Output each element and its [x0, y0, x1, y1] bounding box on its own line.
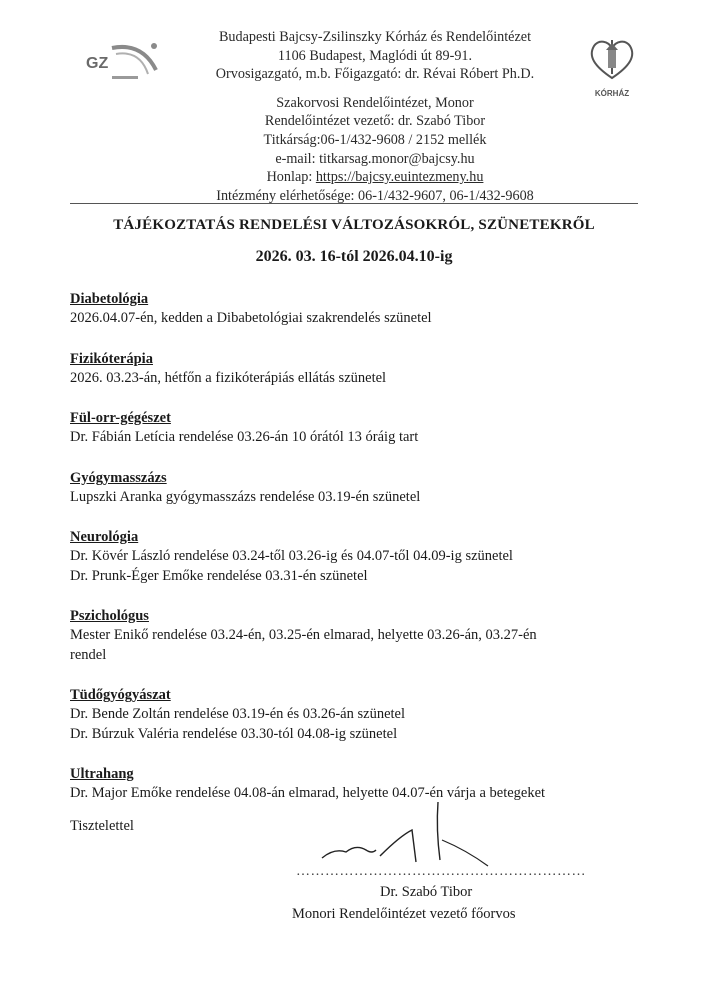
section-pszichologus — [70, 607, 640, 665]
gz-logo-text: GZ — [86, 55, 109, 72]
section-heading: Gyógymasszázs — [70, 469, 167, 486]
section-fizikoterapia — [70, 350, 640, 389]
institution-director: Orvosigazgató, m.b. Főigazgató: dr. Révai Róbert Ph.D. — [215, 66, 535, 83]
section-line: Mester Enikő rendelése 03.24-én, 03.25-én elmarad, helyette 03.26-án, 03.27-én — [70, 627, 537, 643]
section-line: Dr. Fábián Letícia rendelése 03.26-án 10 órától 13 óráig tart — [70, 429, 419, 445]
institution-header — [160, 28, 590, 205]
section-line: Dr. Búrzuk Valéria rendelése 03.30-tól 04.08-ig szünetel — [70, 725, 398, 742]
section-line: Dr. Prunk-Éger Emőke rendelése 03.31-én szünetel — [70, 567, 368, 584]
section-heading: Neurológia — [70, 529, 139, 545]
clinic-email: e-mail: titkarsag.monor@bajcsy.hu — [275, 150, 475, 167]
section-heading: Diabetológia — [70, 291, 149, 307]
section-ful-orr-gegeszet — [70, 409, 640, 448]
section-line: Dr. Major Emőke rendelése 04.08-án elmarad, helyette 04.07-én várja a betegeket — [70, 785, 546, 801]
secretariat-phone: Titkárság:06-1/432-9608 / 2152 mellék — [263, 131, 487, 148]
homepage-line — [160, 168, 590, 187]
clinic-name: Szakorvosi Rendelőintézet, Monor — [276, 94, 474, 111]
section-line: Dr. Kövér László rendelése 03.24-től 03.26-ig és 04.07-től 04.09-ig szünetel — [70, 548, 513, 564]
signer-name: Dr. Szabó Tibor — [380, 884, 473, 900]
section-ultrahang — [70, 765, 640, 804]
signature-line: …………………………………………………… — [296, 864, 586, 879]
gz-logo — [82, 40, 162, 82]
section-heading: Fül-orr-gégészet — [70, 410, 171, 426]
korhaz-logo-text: KÓRHÁZ — [594, 89, 630, 98]
section-line: 2026. 03.23-án, hétfőn a fizikóterápiás ellátás szünetel — [70, 369, 387, 386]
handwritten-signature — [316, 800, 496, 872]
institution-name: Budapesti Bajcsy-Zsilinszky Kórház és Rendelőintézet — [218, 29, 532, 45]
homepage-link[interactable]: https://bajcsy.euintezmeny.hu — [315, 169, 484, 186]
section-neurologia — [70, 528, 640, 586]
availability-line: Intézmény elérhetősége: 06-1/432-9607, 06-1/432-9608 — [216, 187, 534, 204]
homepage-label: Honlap: — [266, 169, 316, 186]
schedule-sections — [70, 290, 640, 825]
section-gyogymasszazs — [70, 469, 640, 508]
section-line: Dr. Bende Zoltán rendelése 03.19-én és 03.26-án szünetel — [70, 706, 406, 722]
section-heading: Pszichológus — [70, 608, 149, 624]
header-divider — [70, 203, 638, 204]
section-tudogyogyaszat — [70, 686, 640, 744]
section-diabetologia — [70, 290, 640, 329]
document-period: 2026. 03. 16-tól 2026.04.10-ig — [255, 248, 453, 265]
signer-role: Monori Rendelőintézet vezető főorvos — [292, 906, 516, 922]
closing-greeting: Tisztelettel — [70, 818, 134, 834]
institution-address: 1106 Budapest, Maglódi út 89-91. — [277, 47, 473, 64]
korhaz-logo — [584, 34, 640, 100]
clinic-head: Rendelőintézet vezető: dr. Szabó Tibor — [264, 113, 486, 130]
section-line: rendel — [70, 646, 107, 663]
section-heading: Tüdőgyógyászat — [70, 687, 171, 703]
section-line: Lupszki Aranka gyógymasszázs rendelése 03.19-én szünetel — [70, 488, 421, 505]
section-heading: Fizikóterápia — [70, 350, 153, 367]
section-heading: Ultrahang — [70, 766, 134, 782]
document-title: TÁJÉKOZTATÁS RENDELÉSI VÁLTOZÁSOKRÓL, SZÜNETEKRŐL — [113, 217, 595, 233]
section-line: 2026.04.07-én, kedden a Dibabetológiai szakrendelés szünetel — [70, 310, 432, 326]
